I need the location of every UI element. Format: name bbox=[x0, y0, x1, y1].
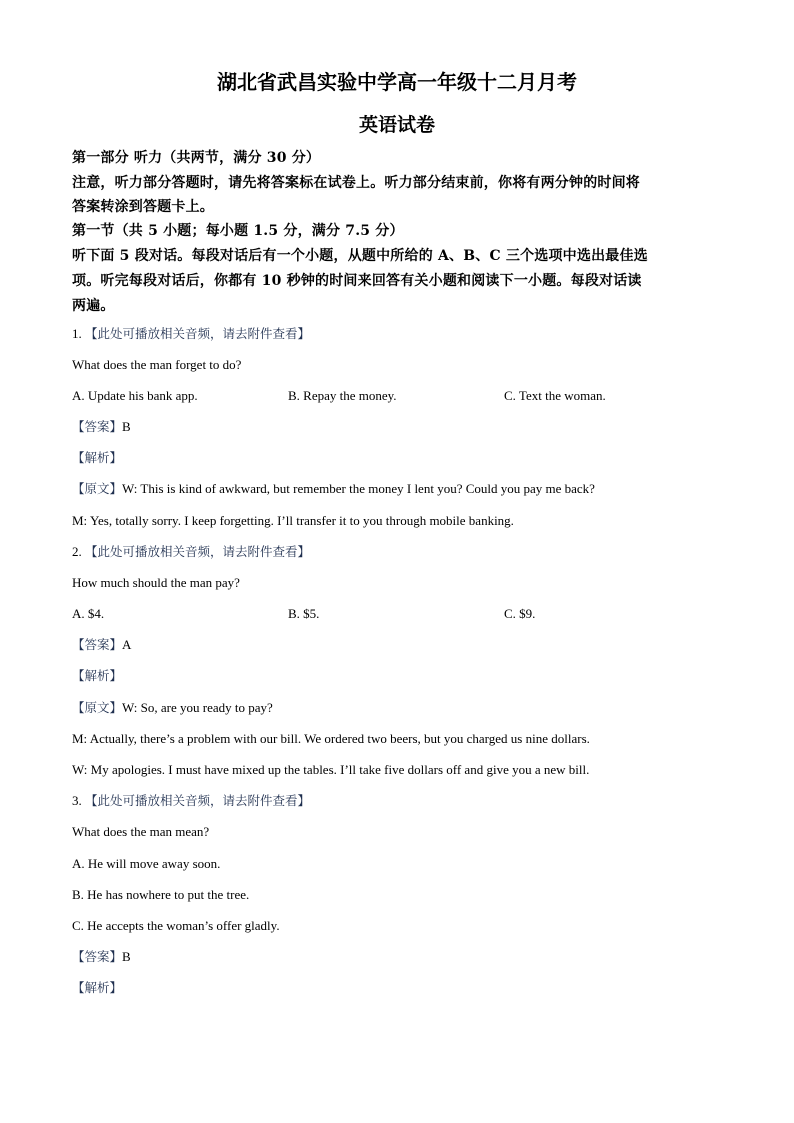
question-1-transcript-1 bbox=[72, 480, 732, 498]
question-2-analysis bbox=[72, 667, 732, 685]
question-2-option-b: B. $5. bbox=[288, 606, 320, 621]
question-2-transcript-1 bbox=[72, 699, 732, 717]
question-3-header bbox=[72, 792, 732, 810]
question-1-header bbox=[72, 325, 732, 343]
question-3-stem: What does the man mean? bbox=[72, 824, 210, 839]
question-2-answer bbox=[72, 636, 732, 654]
audio-note: 【此处可播放相关音频，请去附件查看】 bbox=[85, 544, 311, 559]
section-heading: 第一节（共 5 小题；每小题 1.5 分，满分 7.5 分） bbox=[72, 223, 404, 239]
question-number: 3. bbox=[72, 793, 82, 808]
instruction-line-1: 听下面 5 段对话。每段对话后有一个小题，从题中所给的 A、B、C 三个选项中选出最佳选 bbox=[72, 248, 648, 264]
audio-note: 【此处可播放相关音频，请去附件查看】 bbox=[85, 326, 311, 341]
analysis-label: 【解析】 bbox=[72, 668, 123, 683]
transcript-line: W: This is kind of awkward, but remember the money I lent you? Could you pay me back? bbox=[122, 481, 595, 496]
analysis-label: 【解析】 bbox=[72, 450, 123, 465]
exam-title: 湖北省武昌实验中学高一年级十二月月考 bbox=[217, 70, 577, 94]
answer-label: 【答案】 bbox=[72, 949, 123, 964]
transcript-line: W: So, are you ready to pay? bbox=[122, 700, 273, 715]
question-1-option-b: B. Repay the money. bbox=[288, 388, 397, 403]
question-3-analysis bbox=[72, 979, 732, 997]
question-2-option-c: C. $9. bbox=[504, 606, 536, 621]
audio-note: 【此处可播放相关音频，请去附件查看】 bbox=[85, 793, 311, 808]
original-label: 【原文】 bbox=[72, 700, 123, 715]
question-2-option-a: A. $4. bbox=[72, 606, 105, 621]
original-label: 【原文】 bbox=[72, 481, 123, 496]
instruction-line-2: 项。听完每段对话后，你都有 10 秒钟的时间来回答有关小题和阅读下一小题。每段对话读 bbox=[72, 273, 642, 289]
question-1-option-a: A. Update his bank app. bbox=[72, 388, 198, 403]
answer-value: B bbox=[122, 419, 131, 434]
exam-subtitle: 英语试卷 bbox=[358, 114, 435, 136]
note-line-2: 答案转涂到答题卡上。 bbox=[72, 199, 214, 215]
answer-value: A bbox=[122, 637, 132, 652]
question-1-answer bbox=[72, 418, 732, 436]
question-3-option-a: A. He will move away soon. bbox=[72, 856, 221, 871]
question-3-option-c: C. He accepts the woman’s offer gladly. bbox=[72, 918, 280, 933]
question-1-stem: What does the man forget to do? bbox=[72, 357, 242, 372]
question-2-transcript-3: W: My apologies. I must have mixed up the tables. I’ll take five dollars off and give you a new bill. bbox=[72, 762, 590, 777]
answer-label: 【答案】 bbox=[72, 637, 123, 652]
question-1-analysis bbox=[72, 449, 732, 467]
question-3-option-b: B. He has nowhere to put the tree. bbox=[72, 887, 250, 902]
question-number: 2. bbox=[72, 544, 82, 559]
question-1-transcript-2: M: Yes, totally sorry. I keep forgetting. I’ll transfer it to you through mobile banking. bbox=[72, 513, 514, 528]
note-line-1: 注意，听力部分答题时，请先将答案标在试卷上。听力部分结束前，你将有两分钟的时间将 bbox=[72, 175, 640, 191]
part-heading: 第一部分 听力（共两节，满分 30 分） bbox=[72, 150, 321, 166]
question-2-transcript-2: M: Actually, there’s a problem with our bill. We ordered two beers, but you charged us nine dollars. bbox=[72, 731, 590, 746]
question-2-header bbox=[72, 543, 732, 561]
question-2-stem: How much should the man pay? bbox=[72, 575, 240, 590]
analysis-label: 【解析】 bbox=[72, 980, 123, 995]
instruction-line-3: 两遍。 bbox=[72, 298, 115, 314]
answer-value: B bbox=[122, 949, 131, 964]
question-1-option-c: C. Text the woman. bbox=[504, 388, 606, 403]
question-number: 1. bbox=[72, 326, 82, 341]
question-3-answer bbox=[72, 948, 732, 966]
answer-label: 【答案】 bbox=[72, 419, 123, 434]
